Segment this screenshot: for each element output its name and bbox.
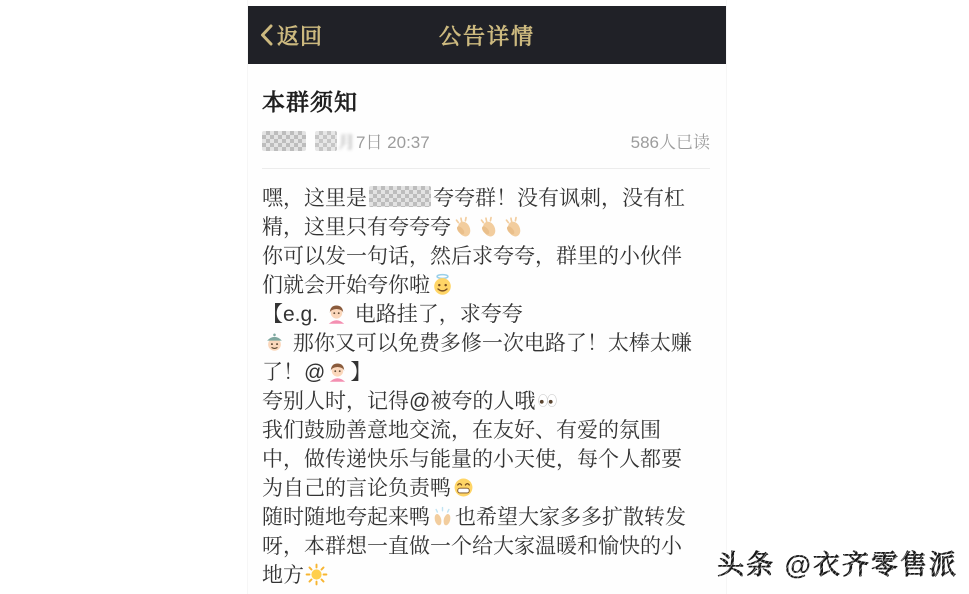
body-line [262,184,708,213]
clap-icon [502,215,525,238]
eyes-icon [536,389,559,412]
body-text: 你可以发一句话，然后求夸夸，群里的小伙伴 [262,245,682,268]
announcement-body [262,169,710,590]
body-text: 夸别人时，记得@被夸的人哦 [262,390,536,413]
body-text: 中，做传递快乐与能量的小天使，每个人都要 [262,448,682,471]
month-label: 月 [338,133,355,152]
body-text: 们就会开始夸你啦 [262,274,430,297]
body-line [262,445,708,474]
sun-icon [305,563,328,586]
body-line [262,271,708,300]
read-count[interactable]: 586人已读 [630,133,710,152]
body-text: 随时随地夸起来鸭 [262,506,430,529]
grin-icon [452,476,475,499]
body-line [262,213,708,242]
body-line [262,416,708,445]
announcement-title: 本群须知 [262,89,358,115]
body-line [262,561,708,590]
body-text: 了！@ [262,361,326,384]
masked-month-block [315,131,337,151]
body-line [262,474,708,503]
back-label: 返回 [277,23,324,49]
watermark: 头条 @衣齐零售派 [717,543,958,582]
body-text: 夸夸群！没有讽刺，没有杠 [433,187,685,210]
body-text: 那你又可以免费多修一次电路了！太棒太赚 [287,332,692,355]
body-line [262,387,708,416]
masked-author-block [262,131,306,151]
body-text: 也希望大家多多扩散转发 [455,506,686,529]
masked-text-block [369,186,431,207]
nav-bar [248,6,726,64]
nav-title: 公告详情 [438,23,535,49]
screenshot-card [248,0,726,594]
raised-hands-icon [431,505,454,528]
body-line [262,242,708,271]
body-text: 地方 [262,564,304,587]
body-text: 嘿，这里是 [262,187,367,210]
body-text: 精，这里只有夸夸夸 [262,216,451,239]
publish-time: 7日 20:37 [356,133,430,152]
woman-icon [325,302,348,325]
announcement-meta [262,128,710,153]
woman-icon [326,360,349,383]
body-text: 电路挂了，求夸夸 [348,303,523,326]
man-with-cap-icon [263,331,286,354]
clap-icon [477,215,500,238]
body-text: 为自己的言论负责鸭 [262,477,451,500]
body-line [262,358,708,387]
body-text: 呀，本群想一直做一个给大家温暖和愉快的小 [262,535,682,558]
body-line [262,300,708,329]
body-line [262,532,708,561]
announcement-content [248,64,726,590]
halo-smile-icon [431,273,454,296]
body-text: 【e.g. [262,303,324,326]
clap-icon [452,215,475,238]
body-line [262,503,708,532]
body-text: 】 [350,361,372,384]
body-text: 我们鼓励善意地交流，在友好、有爱的氛围 [262,419,661,442]
body-line [262,329,708,358]
